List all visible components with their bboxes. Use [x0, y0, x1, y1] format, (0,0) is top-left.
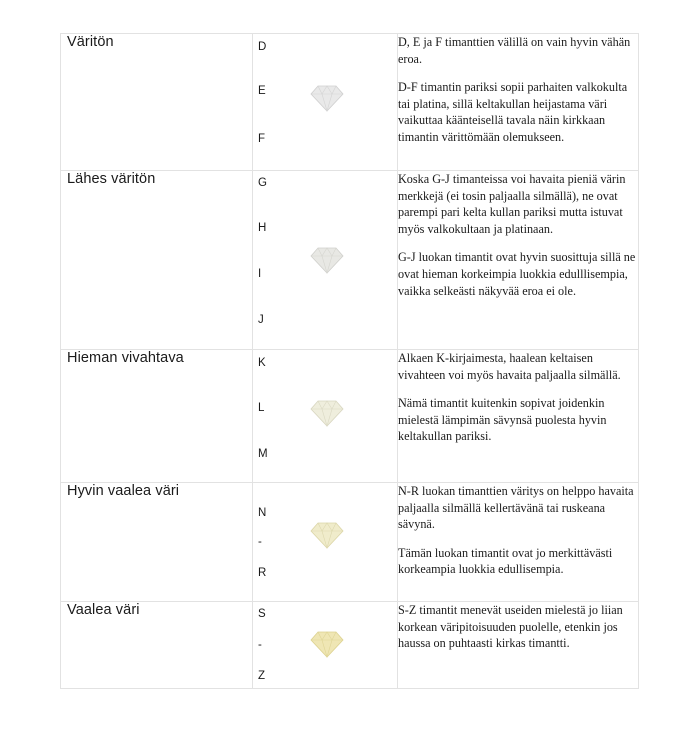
- diamond-icon: [309, 246, 345, 274]
- grade-letter: R: [258, 567, 267, 579]
- grade-letter: G: [258, 177, 267, 189]
- grade-letter: E: [258, 85, 266, 97]
- grade-name: Hieman vivahtava: [67, 350, 184, 366]
- grade-letter: Z: [258, 670, 266, 682]
- description-paragraph: G-J luokan timantit ovat hyvin suosittuja sillä ne ovat hieman korkeimpia luokkia edulllisempia, vaikka selkeästi näkyvää eroa ei ole.: [398, 250, 636, 298]
- grade-name: Lähes väritön: [67, 171, 156, 187]
- diamond-icon: [309, 521, 345, 549]
- grade-name: Vaalea väri: [67, 602, 140, 618]
- diamond-icon: [309, 399, 345, 427]
- grade-letter: D: [258, 41, 267, 53]
- grade-row-near-colorless: [61, 171, 639, 350]
- diamond-color-grade-table: [60, 33, 639, 689]
- description-paragraph: Koska G-J timanteissa voi havaita pieniä värin merkkejä (ei tosin paljaalla silmällä), ne ovat parempi pari kelta kullan pariksi mutta istuvat myös valkokultaan ja platinaan.: [398, 172, 626, 236]
- description-paragraph: Tämän luokan timantit ovat jo merkittävästi korkeampia luokkia edullisempia.: [398, 545, 613, 577]
- description-paragraph: Nämä timantit kuitenkin sopivat joidenkin mielestä lämpimän sävynsä puolesta hyvin keltakullan pariksi.: [398, 396, 607, 444]
- grade-row-colorless: [61, 34, 639, 171]
- description-paragraph: D, E ja F timanttien välillä on vain hyvin vähän eroa.: [398, 35, 631, 66]
- grade-row-very-light: [61, 483, 639, 602]
- grade-letter: I: [258, 268, 262, 280]
- description-paragraph: D-F timantin pariksi sopii parhaiten valkokulta tai platina, sillä keltakullan heijastama väri vaikuttaa käänteisellä tavala näin kirkkaan timantin värittömään olemukseen.: [398, 80, 628, 144]
- grade-row-faint: [61, 350, 639, 483]
- grade-name: Hyvin vaalea väri: [67, 483, 180, 499]
- grade-letter: F: [258, 133, 266, 145]
- grade-letter: S: [258, 608, 266, 620]
- grade-letter: L: [258, 402, 265, 414]
- grade-name: Väritön: [67, 34, 114, 50]
- grade-letter: K: [258, 357, 266, 369]
- diamond-icon: [309, 630, 345, 658]
- grade-letter: N: [258, 507, 267, 519]
- grade-letter: M: [258, 448, 268, 460]
- grade-letter: J: [258, 314, 264, 326]
- grade-letter: -: [258, 639, 262, 651]
- description-paragraph: Alkaen K-kirjaimesta, haalean keltaisen vivahteen voi myös havaita paljaalla silmällä.: [398, 351, 621, 382]
- diamond-icon: [309, 84, 345, 112]
- description-paragraph: S-Z timantit menevät useiden mielestä jo liian korkean väripitoisuuden puolelle, etenkin jos haussa on puhtaasti kirkas timantti.: [398, 603, 623, 651]
- grade-letter: -: [258, 536, 262, 548]
- grade-letter: H: [258, 222, 267, 234]
- grade-row-light: [61, 602, 639, 689]
- description-paragraph: N-R luokan timanttien väritys on helppo havaita paljaalla silmällä kellertävänä tai ruskeana sävynä.: [398, 484, 634, 532]
